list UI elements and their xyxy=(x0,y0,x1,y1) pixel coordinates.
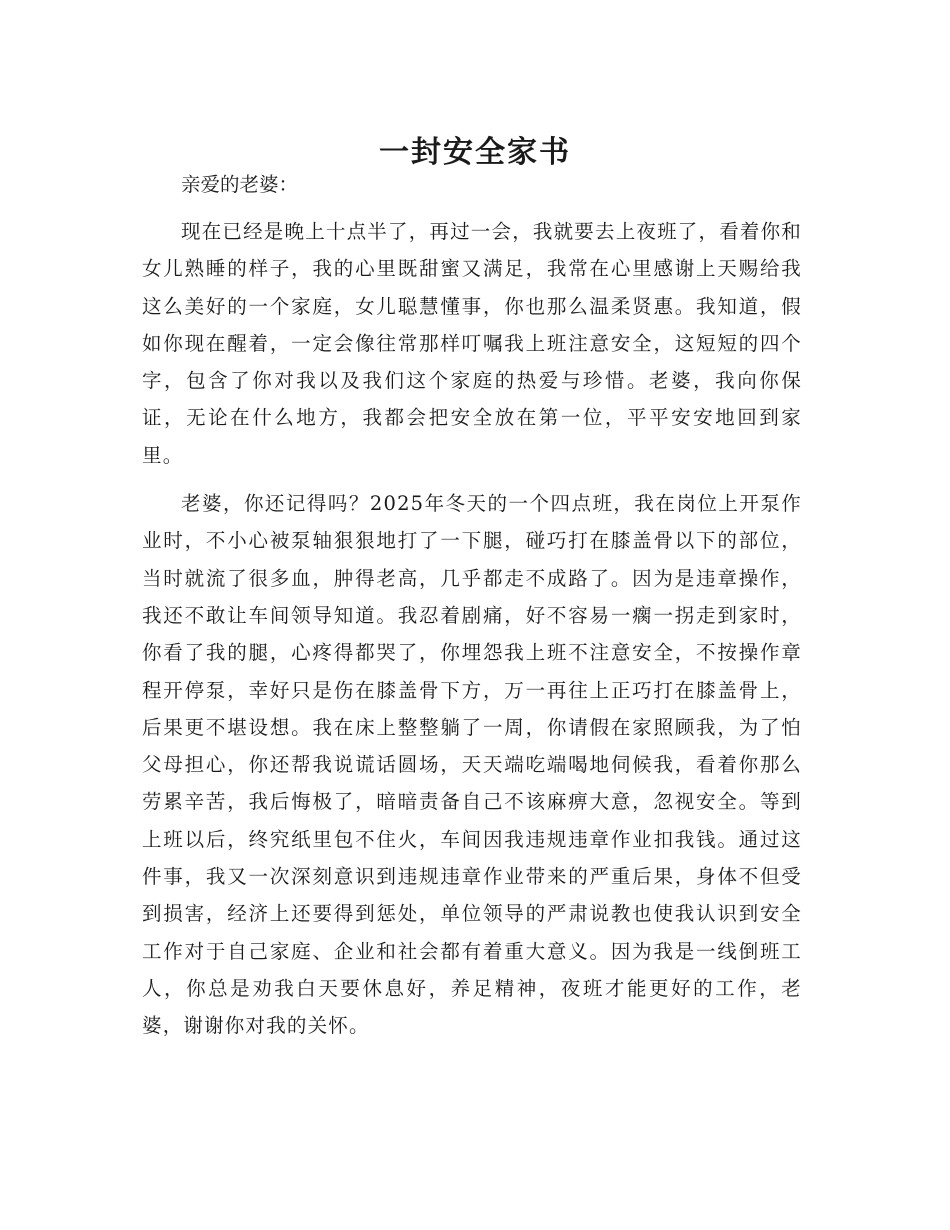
letter-body xyxy=(142,166,802,1056)
letter-greeting: 亲爱的老婆： xyxy=(181,173,299,196)
paragraph: 老婆，你还记得吗？2025年冬天的一个四点班，我在岗位上开泵作业时，不小心被泵轴狠狠地打了一下腿，碰巧打在膝盖骨以下的部位，当时就流了很多血，肿得老高，几乎都走不成路了。因为是违章操作，我还不敢让车间领导知道。我忍着剧痛，好不容易一瘸一拐走到家时，你看了我的腿，心疼得都哭了，你埋怨我上班不注意安全，不按操作章程开停泵，幸好只是伤在膝盖骨下方，万一再往上正巧打在膝盖骨上，后果更不堪设想。我在床上整整躺了一周，你请假在家照顾我，为了怕父母担心，你还帮我说谎话圆场，天天端吃端喝地伺候我，看着你那么劳累辛苦，我后悔极了，暗暗责备自己不该麻痹大意，忽视安全。等到上班以后，终究纸里包不住火，车间因我违规违章作业扣我钱。通过这件事，我又一次深刻意识到违规违章作业带来的严重后果，身体不但受到损害，经济上还要得到惩处，单位领导的严肃说教也使我认识到安全工作对于自己家庭、企业和社会都有着重大意义。因为我是一线倒班工人，你总是劝我白天要休息好，养足精神，夜班才能更好的工作，老婆，谢谢你对我的关怀。 xyxy=(142,492,802,1038)
paragraph: 现在已经是晚上十点半了，再过一会，我就要去上夜班了，看着你和女儿熟睡的样子，我的心里既甜蜜又满足，我常在心里感谢上天赐给我这么美好的一个家庭，女儿聪慧懂事，你也那么温柔贤惠。我知道，假如你现在醒着，一定会像往常那样叮嘱我上班注意安全，这短短的四个字，包含了你对我以及我们这个家庭的热爱与珍惜。老婆，我向你保证，无论在什么地方，我都会把安全放在第一位，平平安安地回到家里。 xyxy=(142,220,803,467)
page-title: 一封安全家书 xyxy=(379,135,571,171)
